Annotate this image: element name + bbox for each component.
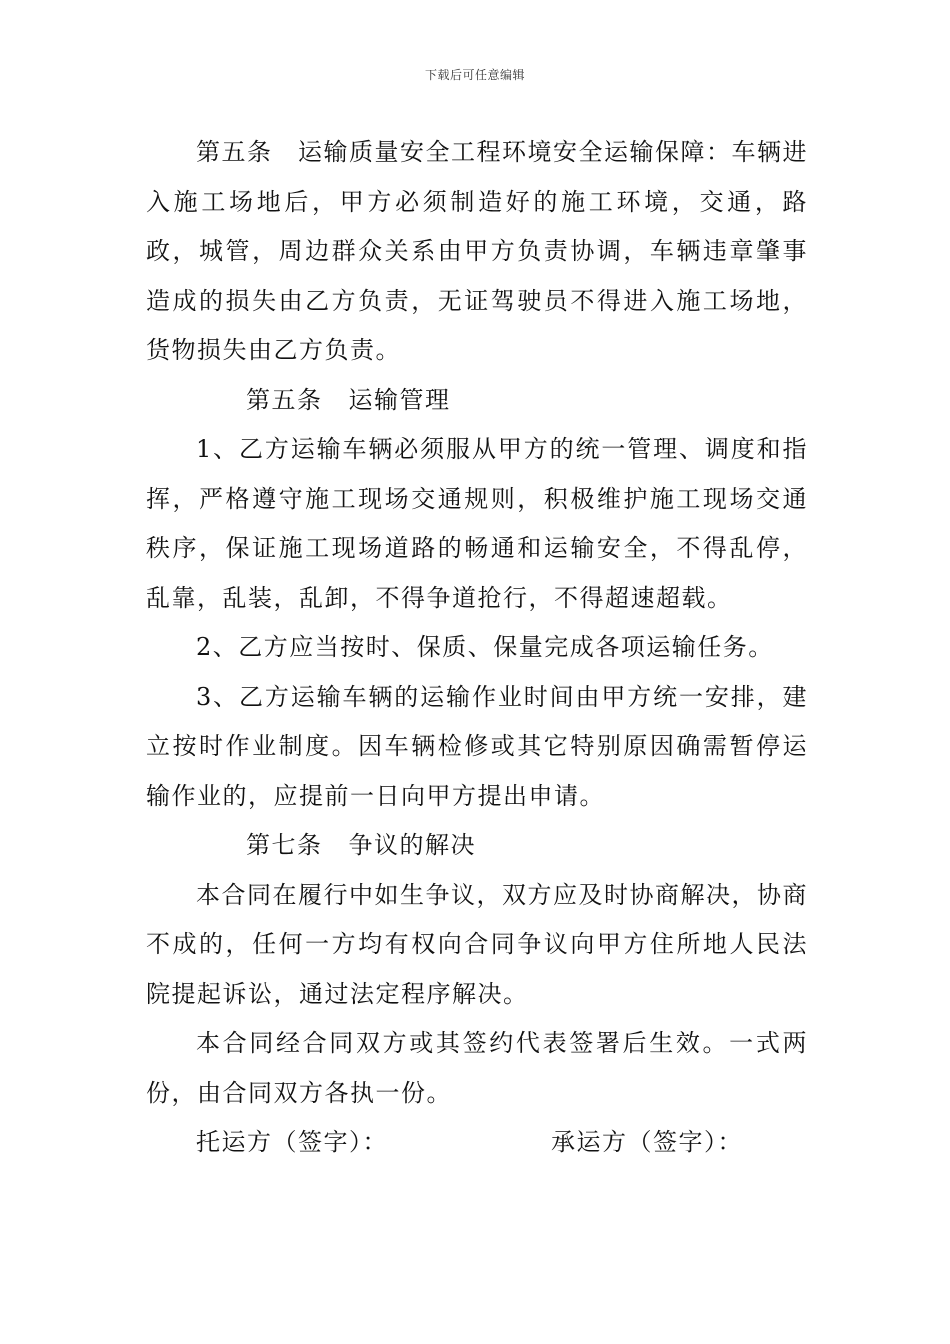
effectiveness-text: 本合同经合同双方或其签约代表签署后生效。一式两份，由合同双方各执一份。: [146, 1029, 808, 1107]
article-title: 运输管理: [348, 385, 451, 414]
clause-3: 3、乙方运输车辆的运输作业时间由甲方统一安排，建立按时作业制度。因车辆检修或其它特别原因确需暂停运输作业的，应提前一日向甲方提出申请。: [146, 682, 808, 810]
article-5-heading: [146, 376, 808, 426]
article-number: 第七条: [246, 831, 323, 859]
carrier-signature-label: 承运方（签字）：: [551, 1128, 743, 1156]
document-body: [146, 128, 808, 1168]
article-number: 第五条: [246, 385, 323, 414]
article-5-safety: 第五条 运输质量安全工程环境安全运输保障：车辆进入施工场地后，甲方必须制造好的施工环境，交通，路政，城管，周边群众关系由甲方负责协调，车辆违章肇事造成的损失由乙方负责，无证驾驶员不得进入施工场地，货物损失由乙方负责。: [146, 138, 808, 364]
article-7-heading: [146, 821, 808, 871]
clause-1: 1、乙方运输车辆必须服从甲方的统一管理、调度和指挥，严格遵守施工现场交通规则，积极维护施工现场交通秩序，保证施工现场道路的畅通和运输安全，不得乱停，乱靠，乱装，乱卸，不得争道抢行，不得超速超载。: [146, 435, 808, 612]
article-title: 争议的解决: [348, 831, 476, 859]
dispute-resolution-text: 本合同在履行中如生争议，双方应及时协商解决，协商不成的，任何一方均有权向合同争议向甲方住所地人民法院提起诉讼，通过法定程序解决。: [146, 880, 808, 1008]
signature-row: [146, 1118, 808, 1168]
clause-2: 2、乙方应当按时、保质、保量完成各项运输任务。: [196, 633, 774, 661]
header-note: 下载后可任意编辑: [424, 68, 525, 82]
shipper-signature-label: 托运方（签字）：: [196, 1128, 388, 1156]
